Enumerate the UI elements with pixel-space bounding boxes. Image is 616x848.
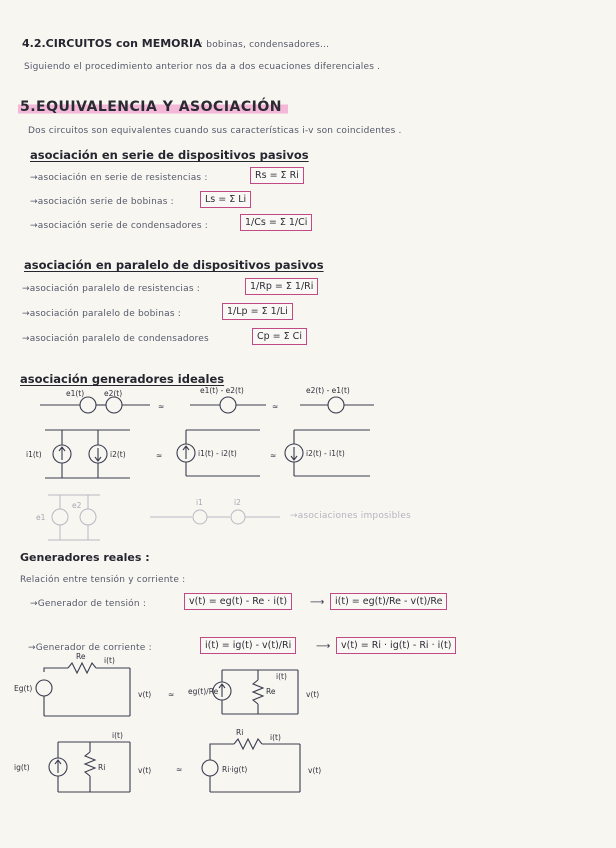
tension-arrow: ⟶ bbox=[310, 597, 325, 608]
label-e1: e1(t) bbox=[66, 389, 85, 398]
label-vt-4: v(t) bbox=[308, 766, 322, 775]
corriente-formula-2: v(t) = Ri · ig(t) - Ri · i(t) bbox=[336, 637, 456, 654]
label-ri: Ri bbox=[98, 763, 106, 772]
combined-voltage-source-2 bbox=[300, 397, 374, 413]
real-current-equivalent-circuit bbox=[202, 739, 300, 792]
paralelo-formula-1: 1/Rp = Σ 1/Ri bbox=[245, 278, 318, 295]
serie-heading: asociación en serie de dispositivos pasivos bbox=[30, 148, 309, 162]
label-faint-e2: e2 bbox=[72, 501, 82, 510]
serie-formula-3: 1/Cs = Σ 1/Ci bbox=[240, 214, 312, 231]
equiv-sign-3: ≈ bbox=[156, 451, 163, 460]
label-e1-minus-e2: e1(t) - e2(t) bbox=[200, 386, 244, 395]
section-42-title: 4.2.CIRCUITOS con MEMORIA bbox=[22, 37, 202, 50]
paralelo-heading: asociación en paralelo de dispositivos pasivos bbox=[24, 258, 324, 272]
imposibles-note: →asociaciones imposibles bbox=[290, 511, 411, 521]
combined-voltage-source-1 bbox=[190, 397, 266, 413]
label-faint-e1: e1 bbox=[36, 513, 46, 522]
label-vt-2: v(t) bbox=[306, 690, 320, 699]
label-it-2: i(t) bbox=[276, 672, 287, 681]
label-ri-2: Ri bbox=[236, 728, 244, 737]
label-eg-over-re: eg(t)/Re bbox=[188, 687, 219, 696]
serie-formula-2: Ls = Σ Li bbox=[200, 191, 251, 208]
label-i2: i2(t) bbox=[110, 450, 126, 459]
label-eg: Eg(t) bbox=[14, 684, 33, 693]
label-vt-1: v(t) bbox=[138, 690, 152, 699]
tension-formula-1: v(t) = eg(t) - Re · i(t) bbox=[184, 593, 292, 610]
equiv-sign-6: ≈ bbox=[176, 765, 183, 774]
tension-formula-2: i(t) = eg(t)/Re - v(t)/Re bbox=[330, 593, 447, 610]
section-5-title-text: 5.EQUIVALENCIA Y ASOCIACIÓN bbox=[18, 99, 288, 115]
relacion-text: Relación entre tensión y corriente : bbox=[20, 575, 186, 585]
serie-label-1: →asociación en serie de resistencias : bbox=[30, 173, 208, 183]
label-ig: ig(t) bbox=[14, 763, 30, 772]
section-42-subtitle: : bobinas, condensadores... bbox=[200, 40, 330, 50]
paralelo-formula-2: 1/Lp = Σ 1/Li bbox=[222, 303, 293, 320]
label-e2-minus-e1: e2(t) - e1(t) bbox=[306, 386, 350, 395]
series-voltage-sources-diagram bbox=[40, 397, 150, 413]
label-ri-ig: Ri·ig(t) bbox=[222, 765, 248, 774]
tension-label: →Generador de tensión : bbox=[30, 599, 147, 609]
serie-formula-1: Rs = Σ Ri bbox=[250, 167, 304, 184]
corriente-arrow: ⟶ bbox=[316, 641, 331, 652]
label-i1: i1(t) bbox=[26, 450, 42, 459]
section-5-intro: Dos circuitos son equivalentes cuando sus características i-v son coincidentes . bbox=[28, 126, 402, 136]
corriente-formula-1: i(t) = ig(t) - v(t)/Ri bbox=[200, 637, 296, 654]
label-re: Re bbox=[76, 652, 86, 661]
real-current-source-circuit bbox=[49, 742, 130, 792]
label-faint-i1: i1 bbox=[196, 498, 203, 507]
reales-heading: Generadores reales : bbox=[20, 551, 150, 564]
paralelo-label-2: →asociación paralelo de bobinas : bbox=[22, 309, 182, 319]
label-i1-minus-i2: i1(t) - i2(t) bbox=[198, 449, 237, 458]
serie-label-2: →asociación serie de bobinas : bbox=[30, 197, 174, 207]
paralelo-label-3: →asociación paralelo de condensadores bbox=[22, 334, 209, 344]
ideales-heading: asociación generadores ideales bbox=[20, 372, 225, 386]
corriente-label: →Generador de corriente : bbox=[28, 643, 152, 653]
label-it-4: i(t) bbox=[270, 733, 281, 742]
equiv-sign-5: ≈ bbox=[168, 690, 175, 699]
label-it-3: i(t) bbox=[112, 731, 123, 740]
label-i2-minus-i1: i2(t) - i1(t) bbox=[306, 449, 345, 458]
label-vt-3: v(t) bbox=[138, 766, 152, 775]
equiv-sign-4: ≈ bbox=[270, 451, 277, 460]
label-e2: e2(t) bbox=[104, 389, 123, 398]
label-re-2: Re bbox=[266, 687, 276, 696]
section-42-note: Siguiendo el procedimiento anterior nos da a dos ecuaciones diferenciales . bbox=[24, 62, 381, 72]
label-it-1: i(t) bbox=[104, 656, 115, 665]
label-faint-i2: i2 bbox=[234, 498, 241, 507]
real-voltage-source-circuit bbox=[36, 663, 130, 716]
equiv-sign-2: ≈ bbox=[272, 402, 279, 411]
paralelo-formula-3: Cp = Σ Ci bbox=[252, 328, 307, 345]
equiv-sign-1: ≈ bbox=[158, 402, 165, 411]
impossible-associations-diagram bbox=[48, 495, 280, 540]
serie-label-3: →asociación serie de condensadores : bbox=[30, 221, 209, 231]
paralelo-label-1: →asociación paralelo de resistencias : bbox=[22, 284, 201, 294]
